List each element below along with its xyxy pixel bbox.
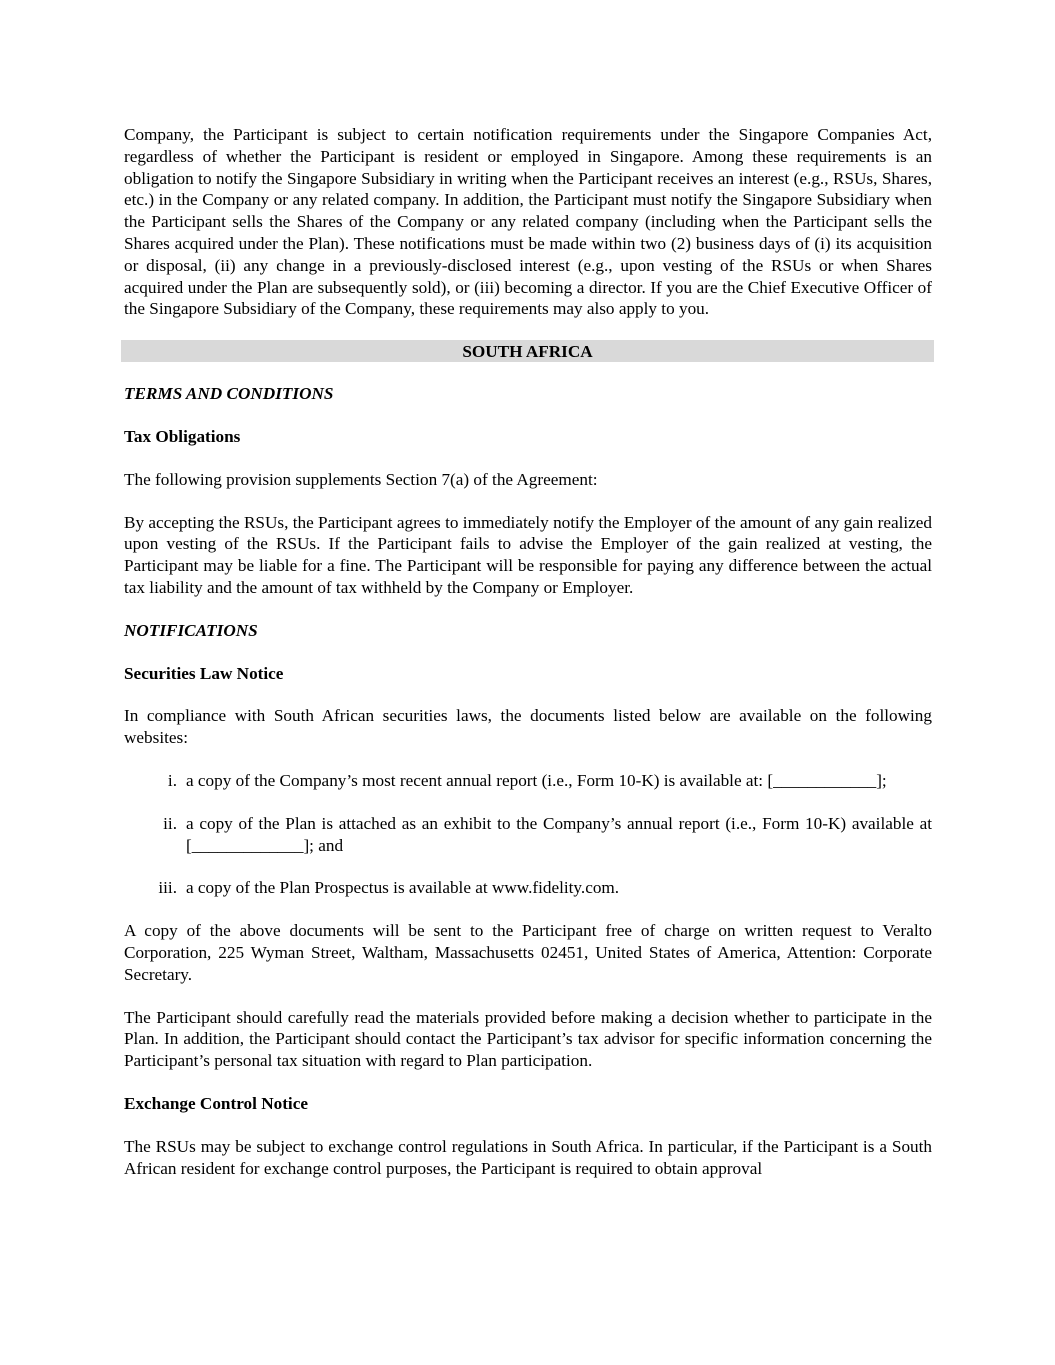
list-item-text: a copy of the Plan is attached as an exhibit to the Company’s annual report (i.e., Form 10-K) available at [_____________]; and xyxy=(186,813,932,855)
singapore-notification-paragraph: Company, the Participant is subject to certain notification requirements under the Singapore Companies Act, regardless of whether the Participant is resident or employed in Singapore. Among these requirements is an obligation to notify the Singapore Subsidiary in writing when the Participant receives an interest (e.g., RSUs, Shares, etc.) in the Company or any related company. In addition, the Participant must notify the Singapore Subsidiary when the Participant sells the Shares of the Company or any related company (including when the Participant sells the Shares acquired under the Plan). These notifications must be made within two (2) business days of (i) its acquisition or disposal, (ii) any change in a previously-disclosed interest (e.g., upon vesting of the RSUs or when Shares acquired under the Plan are subsequently sold), or (iii) becoming a director. If you are the Chief Executive Officer of the Singapore Subsidiary of the Company, these requirements may also apply to you. xyxy=(124,125,932,319)
list-item-number: i. xyxy=(167,770,177,790)
list-item xyxy=(124,770,932,792)
list-item xyxy=(124,877,932,899)
list-item xyxy=(124,813,932,857)
exchange-control-heading: Exchange Control Notice xyxy=(124,1093,308,1113)
document-copy-paragraph: A copy of the above documents will be sent to the Participant free of charge on written request to Veralto Corporation, 225 Wyman Street, Waltham, Massachusetts 02451, United States of America, Attention: Corporate Secretary. xyxy=(124,921,932,984)
list-item-text: a copy of the Plan Prospectus is available at www.fidelity.com. xyxy=(186,878,620,898)
notifications-heading: NOTIFICATIONS xyxy=(124,620,258,640)
list-item-number: iii. xyxy=(158,878,177,898)
read-materials-paragraph: The Participant should carefully read the materials provided before making a decision whether to participate in the Plan. In addition, the Participant should contact the Participant’s tax advisor for specific information concerning the Participant’s personal tax situation with regard to Plan participation. xyxy=(124,1007,932,1071)
securities-law-heading: Securities Law Notice xyxy=(124,663,284,683)
tax-intro-paragraph: The following provision supplements Section 7(a) of the Agreement: xyxy=(124,469,598,489)
securities-intro-paragraph: In compliance with South African securities laws, the documents listed below are available on the following websites: xyxy=(124,706,932,748)
exchange-control-paragraph: The RSUs may be subject to exchange control regulations in South Africa. In particular, if the Participant is a South African resident for exchange control purposes, the Participant is required to obtain approval xyxy=(124,1136,932,1178)
terms-and-conditions-heading: TERMS AND CONDITIONS xyxy=(124,384,334,404)
tax-obligations-heading: Tax Obligations xyxy=(124,426,241,446)
list-item-number: ii. xyxy=(163,813,177,833)
document-page xyxy=(124,124,932,1179)
tax-body-paragraph: By accepting the RSUs, the Participant agrees to immediately notify the Employer of the amount of any gain realized upon vesting of the RSUs. If the Participant fails to advise the Employer of the gain realized at vesting, the Participant may be liable for a fine. The Participant will be responsible for paying any difference between the actual tax liability and the amount of tax withheld by the Company or Employer. xyxy=(124,512,932,597)
list-item-text: a copy of the Company’s most recent annual report (i.e., Form 10-K) is available at: [____________]; xyxy=(186,770,887,790)
section-header-south-africa: SOUTH AFRICA xyxy=(121,340,934,362)
